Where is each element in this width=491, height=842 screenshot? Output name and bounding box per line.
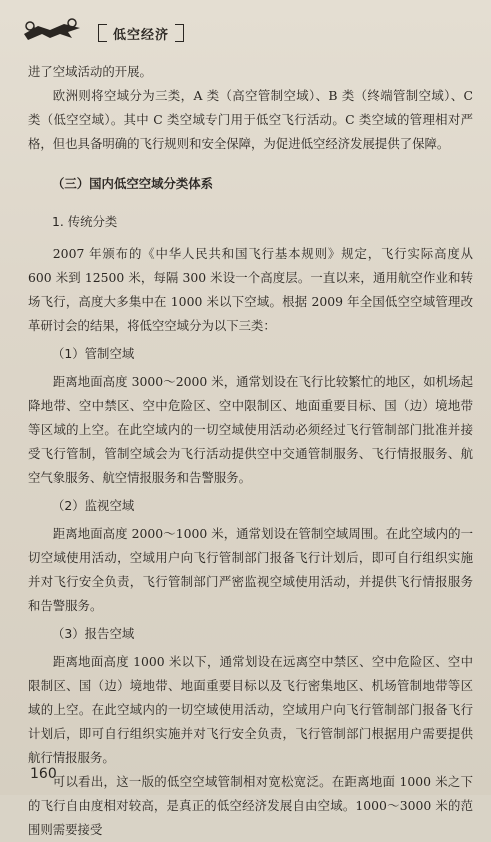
page-body <box>28 60 473 842</box>
header-title-wrap <box>98 22 184 44</box>
drone-logo-icon <box>20 18 84 44</box>
header-bracket-left <box>98 24 107 42</box>
page-number: 160 <box>30 766 57 782</box>
paragraph-traditional: 2007 年颁布的《中华人民共和国飞行基本规则》规定，飞行实际高度从 600 米到 12500 米，每隔 300 米设一个高度层。一直以来，通用航空作业和转场飞行，高度大多集中在 1000 米以下空域。根据 2009 年全国低空空域管理改革研讨会的结果，将低空空域分为以下三类： <box>28 246 473 333</box>
header-title: 低空经济 <box>113 27 170 43</box>
paragraph-europe: 欧洲则将空域分为三类，A 类（高空管制空域）、B 类（终端管制空域）、C 类（低空空域）。其中 C 类空域专门用于低空飞行活动。C 类空域的管理相对严格，但也具备明确的飞行规则和安全保障，为促进低空经济发展提供了保障。 <box>28 88 473 151</box>
item-text-reporting: 距离地面高度 1000 米以下，通常划设在远离空中禁区、空中危险区、空中限制区、国（边）境地带、地面重要目标以及飞行密集地区、机场管制地带等区域的上空。在此空域内的一切空域使用活动，空域用户向飞行管制部门报备飞行计划后，即可自行组织实施并对飞行安全负责，飞行管制部门根据用户需要提供航行情报服务。 <box>28 654 473 765</box>
item-title-reporting: （3）报告空域 <box>52 626 135 641</box>
item-text-monitored: 距离地面高度 2000～1000 米，通常划设在管制空域周围。在此空域内的一切空域使用活动，空域用户向飞行管制部门报备飞行计划后，即可自行组织实施并对飞行安全负责，飞行管制部门严密监视空域使用活动，并提供飞行情报服务和告警服务。 <box>28 526 473 613</box>
item-title-monitored: （2）监视空域 <box>52 498 135 513</box>
running-header <box>20 18 320 48</box>
item-text-controlled: 距离地面高度 3000～2000 米，通常划设在飞行比较繁忙的地区，如机场起降地带、空中禁区、空中危险区、空中限制区、地面重要目标、国（边）境地带等区域的上空。在此空域内的一切空域使用活动必须经过飞行管制部门批准并接受飞行管制，管制空域会为飞行活动提供空中交通管制服务、飞行情报服务、航空气象服务、航空情报服务和告警服务。 <box>28 374 473 485</box>
paragraph-conclusion: 可以看出，这一版的低空空域管制相对宽松宽泛。在距离地面 1000 米之下的飞行自由度相对较高，是真正的低空经济发展自由空域。1000～3000 米的范围则需要接受 <box>28 774 473 837</box>
paragraph-continuation: 进了空域活动的开展。 <box>28 64 152 79</box>
section-title: （三）国内低空空域分类体系 <box>52 176 214 191</box>
item-title-controlled: （1）管制空域 <box>52 346 135 361</box>
subsection-title: 1. 传统分类 <box>52 214 118 229</box>
header-bracket-right <box>175 24 184 42</box>
